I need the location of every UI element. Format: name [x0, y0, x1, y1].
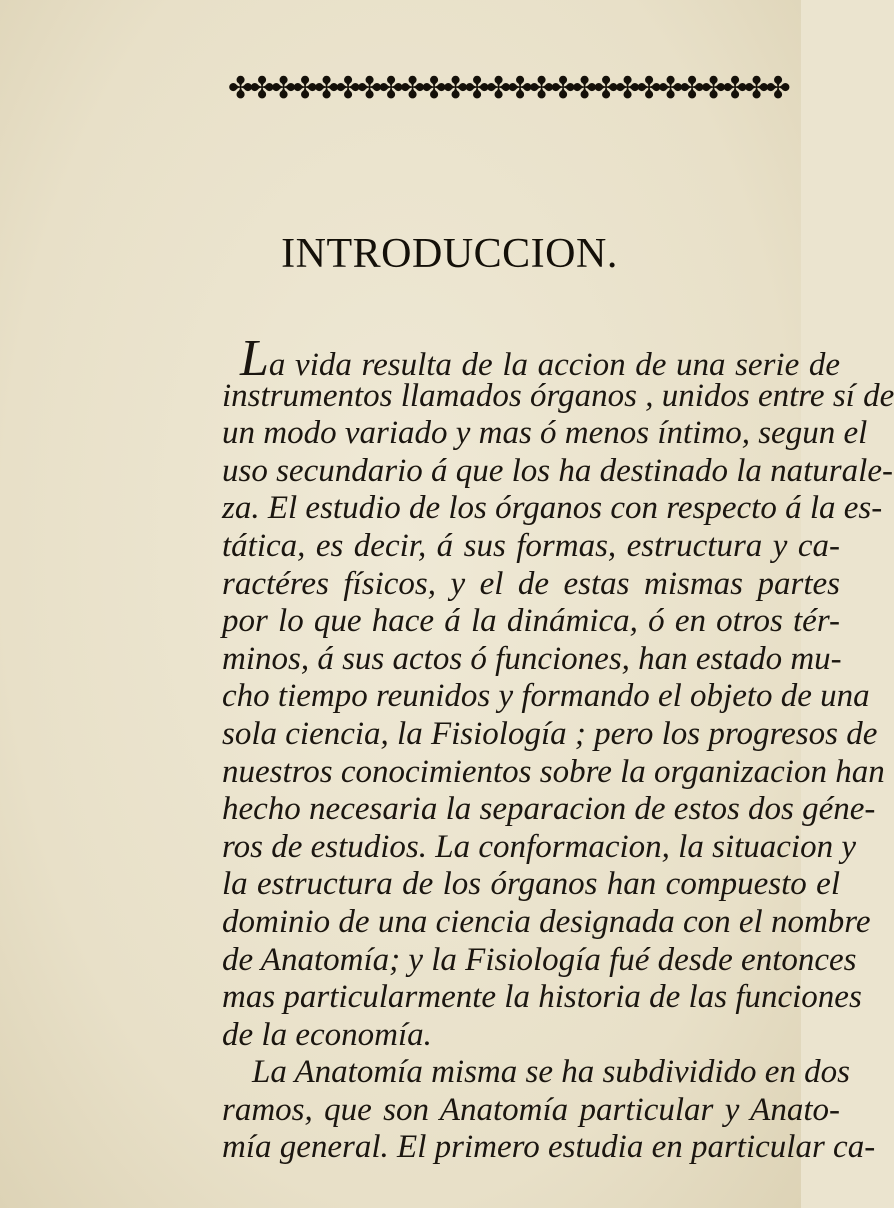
ornament-glyph: ✤: [443, 71, 467, 106]
body-text: [222, 330, 894, 1167]
text-line: sola ciencia, la Fisiología ; pero los progresos de: [222, 715, 878, 752]
text-line: mas particularmente la historia de las funciones: [222, 979, 862, 1016]
ornament-glyph: ✤: [292, 71, 316, 106]
text-line: ractéres físicos, y el de estas mismas partes: [222, 565, 840, 602]
ornament-glyph: ✤: [335, 71, 359, 106]
text-line: La Anatomía misma se ha subdividido en dos: [252, 1054, 850, 1091]
ornament-glyph: ✤: [421, 71, 445, 106]
drop-cap: L: [240, 330, 269, 387]
text-line: tática, es decir, á sus formas, estructura y ca-: [222, 527, 840, 564]
decorative-ornament-band: [228, 56, 852, 104]
ornament-glyph: ✤: [572, 71, 596, 106]
ornament-glyph: ✤: [679, 71, 703, 106]
ornament-glyph: ✤: [378, 71, 402, 106]
text-line: un modo variado y mas ó menos íntimo, segun el: [222, 415, 868, 452]
text-line: uso secundario á que los ha destinado la naturale-: [222, 452, 893, 489]
first-line-rest: a vida resulta de la accion de una serie de: [268, 347, 840, 383]
text-line: de Anatomía; y la Fisiología fué desde entonces: [222, 941, 857, 978]
text-line: de la economía.: [222, 1016, 432, 1053]
ornament-glyph: ✤: [271, 71, 295, 106]
text-line: dominio de una ciencia designada con el nombre: [222, 903, 871, 940]
text-line: ros de estudios. La conformacion, la situacion y: [222, 828, 856, 865]
ornament-glyph: ✤: [529, 71, 553, 106]
ornament-glyph: ✤: [507, 71, 531, 106]
text-line: mía general. El primero estudia en particular ca-: [222, 1129, 876, 1166]
text-line: instrumentos llamados órganos , unidos entre sí de: [222, 377, 894, 414]
ornament-glyph: ✤: [701, 71, 725, 106]
ornament-glyph: ✤: [744, 71, 768, 106]
text-line: za. El estudio de los órganos con respecto á la es-: [222, 490, 883, 527]
ornament-glyph: ✤: [615, 71, 639, 106]
text-line: ramos, que son Anatomía particular y Anato-: [222, 1091, 840, 1128]
ornament-glyph: ✤: [400, 71, 424, 106]
text-line: hecho necesaria la separacion de estos dos géne-: [222, 791, 876, 828]
text-line: por lo que hace á la dinámica, ó en otros tér-: [222, 603, 840, 640]
text-line: [222, 330, 840, 387]
ornament-glyph: ✤: [765, 71, 789, 106]
ornament-glyph: ✤: [357, 71, 381, 106]
ornament-glyph: ✤: [658, 71, 682, 106]
ornament-glyph: ✤: [636, 71, 660, 106]
text-line: minos, á sus actos ó funciones, han estado mu-: [222, 640, 842, 677]
ornament-glyph: ✤: [228, 71, 252, 106]
chapter-heading: INTRODUCCION.: [281, 231, 618, 277]
ornament-glyph: ✤: [550, 71, 574, 106]
ornament-glyph: ✤: [722, 71, 746, 106]
ornament-glyph: ✤: [593, 71, 617, 106]
text-line: nuestros conocimientos sobre la organizacion han: [222, 753, 885, 790]
ornament-glyph: ✤: [249, 71, 273, 106]
ornament-glyph: ✤: [486, 71, 510, 106]
ornament-glyph: ✤: [314, 71, 338, 106]
ornament-glyph: ✤: [464, 71, 488, 106]
text-line: la estructura de los órganos han compuesto el: [222, 866, 840, 903]
text-line: cho tiempo reunidos y formando el objeto de una: [222, 678, 870, 715]
